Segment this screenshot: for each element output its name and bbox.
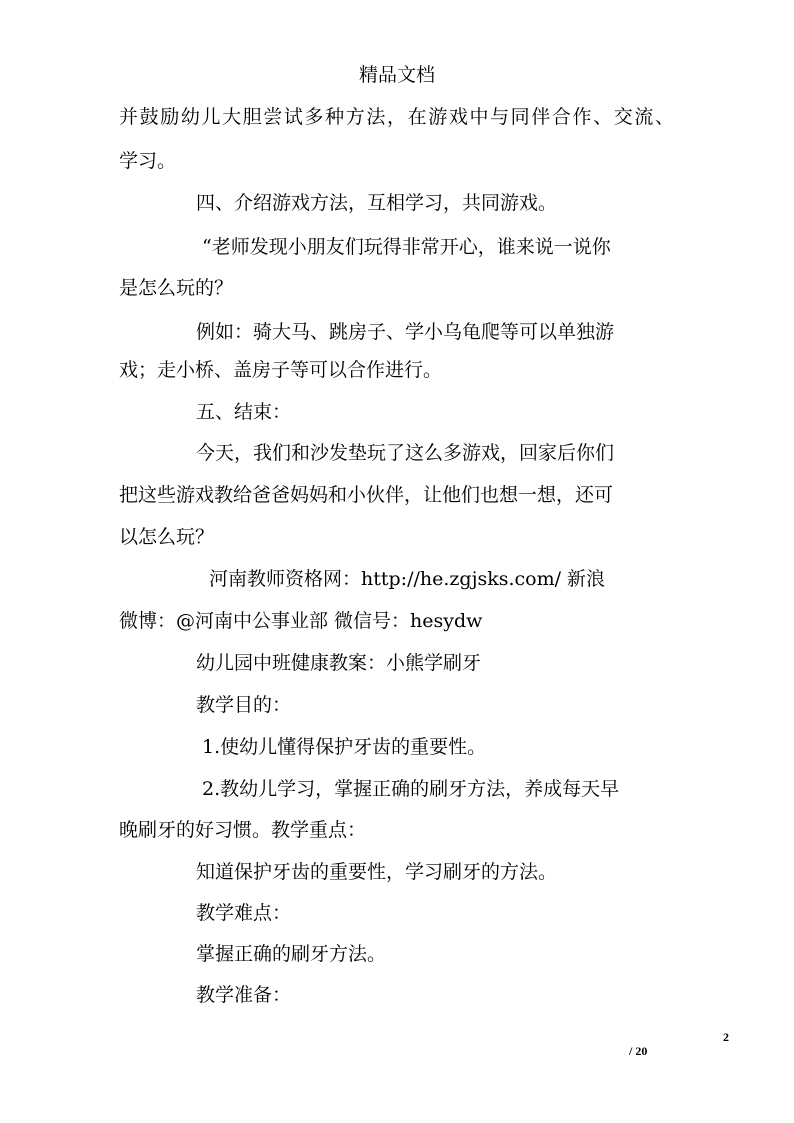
section-heading: 四、介绍游戏方法，互相学习，共同游戏。 [196, 192, 558, 214]
page-total: / 20 [629, 1044, 648, 1058]
body-line: 知道保护牙齿的重要性，学习刷牙的方法。 [196, 861, 558, 883]
body-line: 是怎么玩的？ [119, 277, 234, 299]
body-line: 晚刷牙的好习惯。教学重点： [119, 819, 367, 841]
body-line: 教学准备： [196, 984, 292, 1006]
body-line: 以怎么玩？ [119, 526, 215, 548]
body-line: 今天，我们和沙发垫玩了这么多游戏，回家后你们 [196, 442, 615, 464]
body-line: 学习。 [119, 150, 177, 172]
page-header: 精品文档 [358, 64, 435, 86]
body-line: 教学目的： [196, 694, 292, 716]
body-line: 2.教幼儿学习，掌握正确的刷牙方法，养成每天早 [202, 778, 620, 800]
body-line: 戏；走小桥、盖房子等可以合作进行。 [119, 359, 443, 381]
body-line: 把这些游戏教给爸爸妈妈和小伙伴，让他们也想一想，还可 [119, 484, 614, 506]
body-line: 1.使幼儿懂得保护牙齿的重要性。 [202, 736, 487, 758]
body-line: 例如：骑大马、跳房子、学小乌龟爬等可以单独游 [196, 321, 615, 343]
body-line: 教学难点： [196, 902, 292, 924]
body-line: “老师发现小朋友们玩得非常开心，谁来说一说你 [202, 236, 611, 258]
section-heading: 五、结束： [196, 401, 292, 423]
lesson-title: 幼儿园中班健康教案：小熊学刷牙 [196, 652, 482, 674]
page-number: 2 [723, 1030, 729, 1044]
body-line: 掌握正确的刷牙方法。 [196, 943, 387, 965]
body-line: 河南教师资格网：http://he.zgjsks.com/ 新浪 [209, 568, 606, 590]
body-line: 并鼓励幼儿大胆尝试多种方法，在游戏中与同伴合作、交流、 [119, 106, 674, 128]
body-line: 微博：@河南中公事业部 微信号：hesydw [119, 610, 483, 632]
